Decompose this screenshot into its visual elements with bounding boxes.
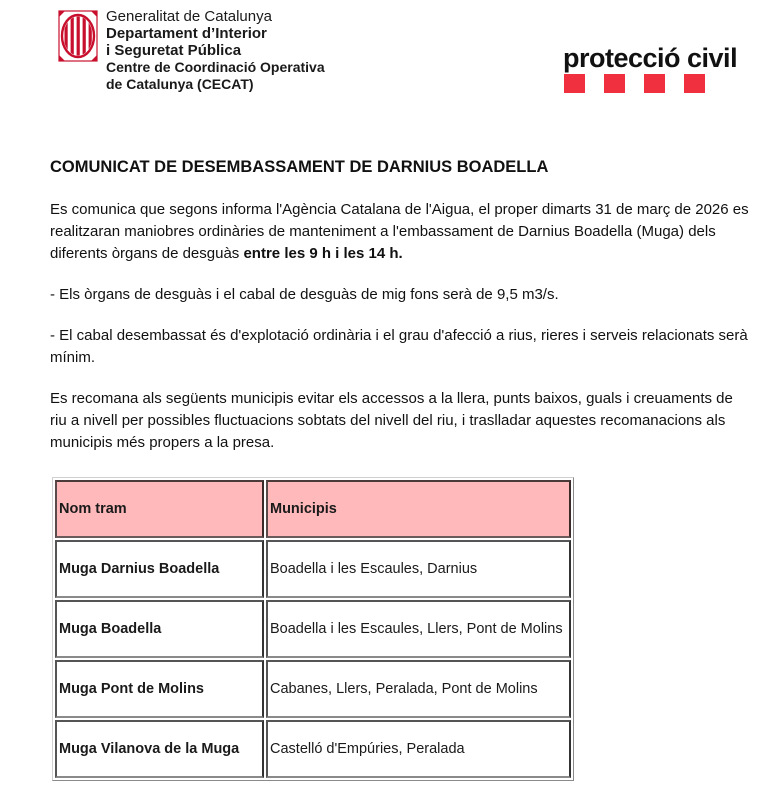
gencat-line-seguretat: i Seguretat Pública — [106, 42, 242, 59]
document-body — [50, 156, 750, 473]
table-header-row — [55, 480, 571, 538]
cell-tram: Muga Boadella — [55, 600, 264, 658]
gencat-line-centre: Centre de Coordinació Operativa — [106, 59, 325, 75]
column-header-municipis: Municipis — [266, 480, 571, 538]
gencat-line-generalitat: Generalitat de Catalunya — [106, 8, 272, 25]
paragraph-flow-rate: - Els òrgans de desguàs i el cabal de desguàs de mig fons serà de 9,5 m3/s. — [50, 286, 559, 303]
cell-municipis: Boadella i les Escaules, Llers, Pont de Molins — [266, 600, 571, 658]
cell-municipis: Castelló d'Empúries, Peralada — [266, 720, 571, 778]
municipalities-table — [52, 477, 574, 781]
table-row — [55, 660, 571, 718]
gencat-logo-text — [106, 8, 325, 93]
red-square-icon — [684, 74, 705, 93]
proteccio-civil-wordmark: protecció civil — [563, 43, 738, 73]
paragraph-announcement — [50, 199, 750, 265]
column-header-nom-tram: Nom tram — [55, 480, 264, 538]
announcement-time-window: entre les 9 h i les 14 h. — [243, 245, 403, 262]
red-square-icon — [564, 74, 585, 93]
red-square-icon — [644, 74, 665, 93]
gencat-line-departament: Departament d’Interior — [106, 25, 267, 42]
page-title: COMUNICAT DE DESEMBASSAMENT DE DARNIUS BOADELLA — [50, 158, 549, 176]
table-row — [55, 720, 571, 778]
red-square-icon — [604, 74, 625, 93]
cell-tram: Muga Darnius Boadella — [55, 540, 264, 598]
senyera-emblem-icon — [58, 10, 98, 62]
table-row — [55, 600, 571, 658]
cell-municipis: Cabanes, Llers, Peralada, Pont de Molins — [266, 660, 571, 718]
cell-tram: Muga Vilanova de la Muga — [55, 720, 264, 778]
paragraph-impact: - El cabal desembassat és d'explotació ordinària i el grau d'afecció a rius, rieres i serveis relacionats serà mínim. — [50, 327, 748, 366]
table-row — [55, 540, 571, 598]
document-header — [0, 0, 780, 110]
proteccio-civil-squares-icon — [564, 74, 737, 93]
announcement-text: Es comunica que segons informa l'Agència Catalana de l'Aigua, el proper dimarts 31 de març de 2026 es realitzaran maniobres ordinàries de manteniment a l'embassament de Darnius Boadella (Muga) dels diferents òrgans de desguàs — [50, 201, 749, 262]
gencat-line-cecat: de Catalunya (CECAT) — [106, 76, 254, 92]
cell-tram: Muga Pont de Molins — [55, 660, 264, 718]
cell-municipis: Boadella i les Escaules, Darnius — [266, 540, 571, 598]
gencat-logo — [58, 8, 325, 93]
paragraph-recommendation: Es recomana als següents municipis evitar els accessos a la llera, punts baixos, guals i creuaments de riu a nivell per possibles fluctuacions sobtats del nivell del riu, i traslladar aquestes recomanacions als municipis més propers a la presa. — [50, 390, 733, 451]
municipalities-table-container — [52, 477, 574, 781]
proteccio-civil-logo — [563, 44, 737, 93]
